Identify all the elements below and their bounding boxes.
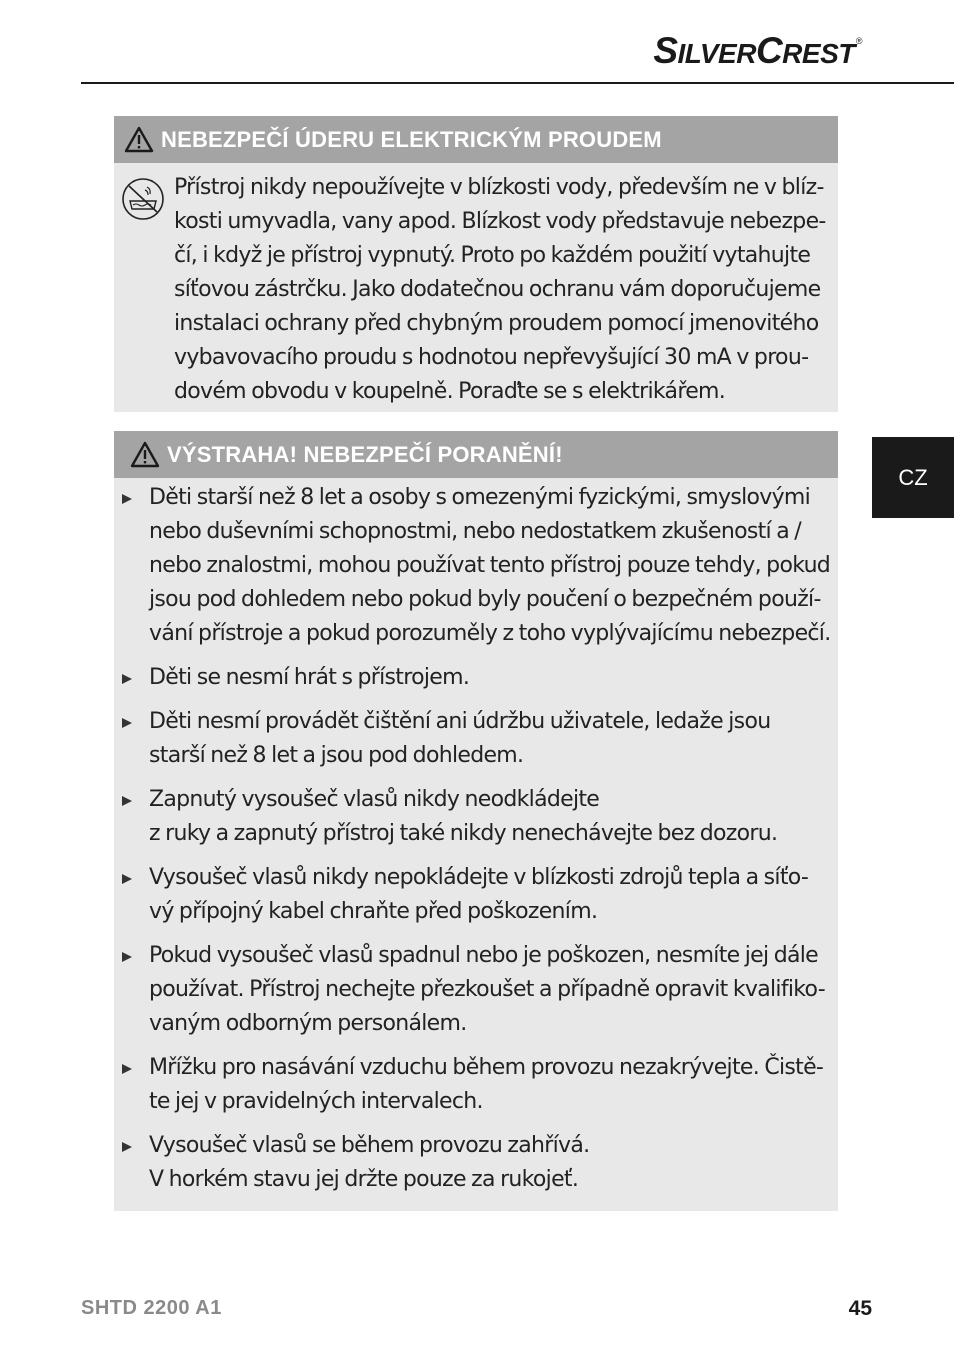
page-number: 45 bbox=[848, 1297, 872, 1320]
list-item bbox=[122, 939, 828, 1041]
list-item bbox=[122, 481, 831, 651]
text-line: Vysoušeč vlasů nikdy nepokládejte v blízkosti zdrojů tepla a síťo- bbox=[149, 865, 809, 890]
warning-triangle-icon bbox=[130, 441, 160, 468]
text-line: nebo znalostmi, mohou používat tento přístroj pouze tehdy, pokud bbox=[149, 553, 831, 578]
list-item bbox=[122, 783, 828, 851]
injury-warning-title: VÝSTRAHA! NEBEZPEČÍ PORANĚNÍ! bbox=[167, 441, 563, 467]
electric-shock-warning-text bbox=[174, 171, 828, 409]
electric-shock-warning-header bbox=[114, 116, 838, 163]
text-line: V horkém stavu jej držte pouze za rukojeť. bbox=[149, 1167, 579, 1192]
text-line: používat. Přístroj nechejte přezkoušet a případně opravit kvalifiko- bbox=[149, 977, 825, 1002]
text-line: nebo duševními schopnostmi, nebo nedostatkem zkušeností a / bbox=[149, 519, 802, 544]
brand-logo bbox=[653, 30, 862, 72]
electric-shock-warning-title: NEBEZPEČÍ ÚDERU ELEKTRICKÝM PROUDEM bbox=[161, 126, 662, 152]
bullet-arrow-icon bbox=[122, 718, 132, 728]
injury-warning-box bbox=[114, 431, 838, 1211]
registered-mark: ® bbox=[855, 36, 862, 46]
text-line: síťovou zástrčku. Jako dodatečnou ochranu vám doporučujeme bbox=[174, 277, 821, 302]
bullet-arrow-icon bbox=[122, 494, 132, 504]
bullet-arrow-icon bbox=[122, 1064, 132, 1074]
text-line: starší než 8 let a jsou pod dohledem. bbox=[149, 743, 524, 768]
header-rule bbox=[81, 82, 954, 84]
list-item bbox=[122, 705, 828, 773]
bullet-arrow-icon bbox=[122, 874, 132, 884]
text-line: te jej v pravidelných intervalech. bbox=[149, 1089, 483, 1114]
footer-model: SHTD 2200 A1 bbox=[81, 1297, 222, 1319]
text-line: Mřížku pro nasávání vzduchu během provozu nezakrývejte. Čistě- bbox=[149, 1055, 824, 1080]
text-line: Vysoušeč vlasů se během provozu zahřívá. bbox=[149, 1133, 590, 1158]
text-line: vybavovacího proudu s hodnotou nepřevyšující 30 mA v prou- bbox=[174, 345, 809, 370]
bullet-arrow-icon bbox=[122, 952, 132, 962]
text-line: vý přípojný kabel chraňte před poškozením. bbox=[149, 899, 598, 924]
text-line: čí, i když je přístroj vypnutý. Proto po každém použití vytahujte bbox=[174, 243, 811, 268]
list-item bbox=[122, 861, 828, 929]
warning-triangle-icon bbox=[124, 126, 154, 153]
text-line: vání přístroje a pokud porozuměly z toho vyplývajícímu nebezpečí. bbox=[149, 621, 831, 646]
injury-warning-header bbox=[114, 431, 838, 478]
text-line: Pokud vysoušeč vlasů spadnul nebo je poškozen, nesmíte jej dále bbox=[149, 943, 819, 968]
text-line: Přístroj nikdy nepoužívejte v blízkosti vody, především ne v blíz- bbox=[174, 175, 824, 200]
list-item bbox=[122, 1129, 828, 1197]
text-line: Děti se nesmí hrát s přístrojem. bbox=[149, 665, 470, 690]
no-water-bath-icon bbox=[121, 177, 165, 221]
text-line: Zapnutý vysoušeč vlasů nikdy neodkládejte bbox=[149, 787, 600, 812]
list-item bbox=[122, 661, 828, 695]
bullet-arrow-icon bbox=[122, 1142, 132, 1152]
text-line: Děti nesmí provádět čištění ani údržbu uživatele, ledaže jsou bbox=[149, 709, 771, 734]
injury-warning-list bbox=[114, 478, 838, 1197]
text-line: instalaci ochrany před chybným proudem pomocí jmenovitého bbox=[174, 311, 819, 336]
text-line: vaným odborným personálem. bbox=[149, 1011, 467, 1036]
text-line: dovém obvodu v koupelně. Poraďte se s elektrikářem. bbox=[174, 379, 726, 404]
language-tab-label: CZ bbox=[898, 464, 928, 490]
logo-part: ILVER bbox=[677, 38, 756, 69]
text-line: kosti umyvadla, vany apod. Blízkost vody představuje nebezpe- bbox=[174, 209, 826, 234]
language-tab bbox=[872, 437, 954, 518]
electric-shock-warning-box bbox=[114, 116, 838, 412]
text-line: z ruky a zapnutý přístroj také nikdy nenechávejte bez dozoru. bbox=[149, 821, 778, 846]
bullet-arrow-icon bbox=[122, 674, 132, 684]
logo-letter: S bbox=[653, 30, 678, 71]
list-item bbox=[122, 1051, 828, 1119]
logo-part: REST bbox=[782, 38, 855, 69]
bullet-arrow-icon bbox=[122, 796, 132, 806]
logo-letter: C bbox=[755, 30, 783, 71]
text-line: Děti starší než 8 let a osoby s omezenými fyzickými, smyslovými bbox=[149, 485, 811, 510]
text-line: jsou pod dohledem nebo pokud byly poučení o bezpečném použí- bbox=[149, 587, 821, 612]
